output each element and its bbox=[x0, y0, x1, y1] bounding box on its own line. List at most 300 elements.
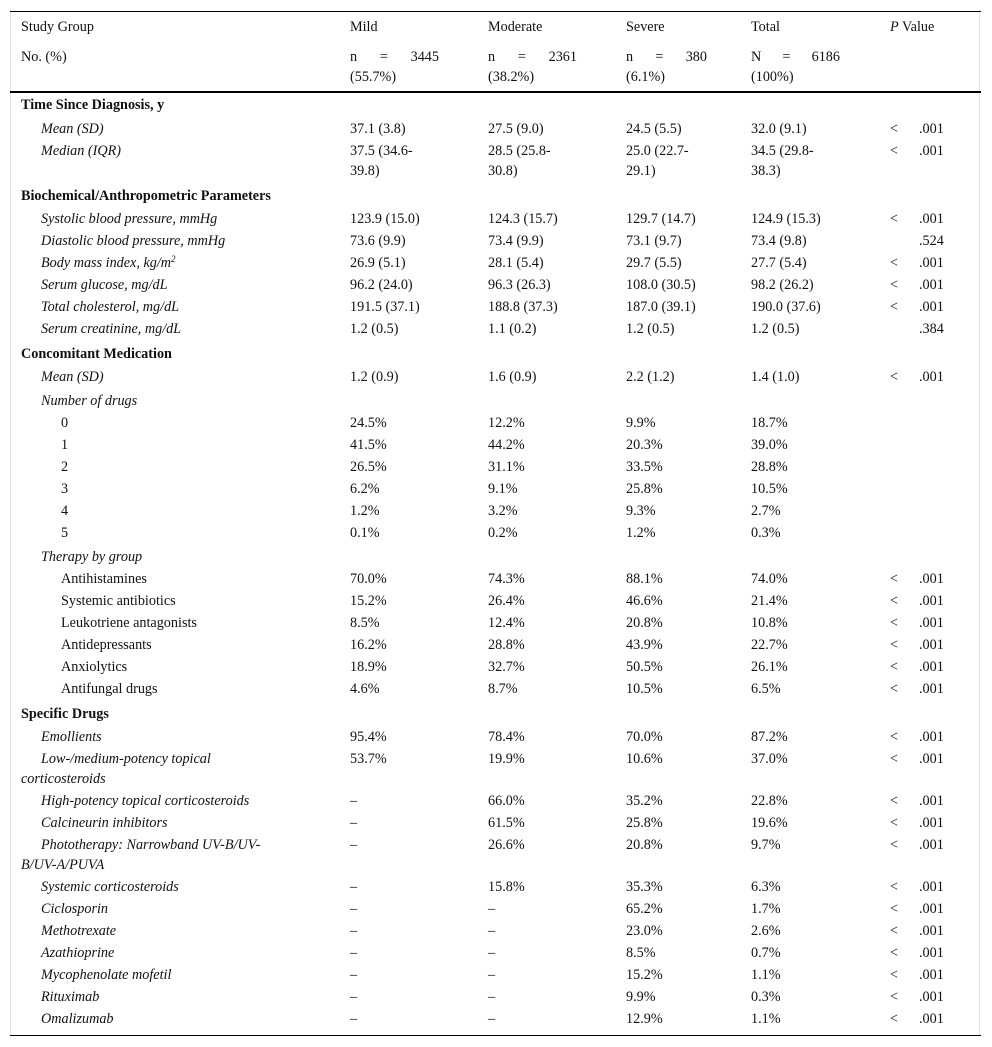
count-token: 2361 bbox=[548, 49, 577, 65]
mild-value: 6.2% bbox=[350, 481, 380, 497]
severe-value: 187.0 (39.1) bbox=[626, 299, 696, 315]
moderate-value: – bbox=[488, 967, 496, 983]
total-value: 37.0% bbox=[751, 751, 788, 767]
severe-value: 43.9% bbox=[626, 637, 663, 653]
p-value-cell bbox=[890, 635, 944, 655]
moderate-value bbox=[488, 141, 551, 181]
row-label: Serum creatinine, mg/dL bbox=[41, 321, 182, 337]
count-token: = bbox=[517, 49, 526, 65]
row-label: Diastolic blood pressure, mmHg bbox=[41, 233, 226, 249]
total-header: Total bbox=[751, 19, 780, 35]
moderate-value: 28.1 (5.4) bbox=[488, 255, 544, 271]
p-operator: < bbox=[890, 615, 899, 631]
mild-value: – bbox=[350, 793, 358, 809]
p-value: .001 bbox=[919, 793, 944, 809]
p-value-cell bbox=[890, 569, 944, 589]
p-value: .001 bbox=[919, 659, 944, 675]
severe-value bbox=[626, 141, 689, 181]
p-operator: < bbox=[890, 923, 899, 939]
row-label: Antifungal drugs bbox=[61, 681, 158, 697]
p-value-cell bbox=[890, 877, 944, 897]
table-top-rule bbox=[10, 11, 981, 12]
severe-value: 9.9% bbox=[626, 415, 656, 431]
p-value-cell bbox=[890, 943, 944, 963]
count-line bbox=[488, 47, 577, 67]
section-title: Specific Drugs bbox=[21, 706, 109, 722]
p-operator: < bbox=[890, 255, 899, 271]
severe-value: 70.0% bbox=[626, 729, 663, 745]
severe-value: 25.8% bbox=[626, 815, 663, 831]
row-label: Systemic corticosteroids bbox=[41, 879, 179, 895]
p-operator: < bbox=[890, 681, 899, 697]
severe-value: 88.1% bbox=[626, 571, 663, 587]
mild-value: 16.2% bbox=[350, 637, 387, 653]
moderate-header: Moderate bbox=[488, 19, 543, 35]
mild-value: 8.5% bbox=[350, 615, 380, 631]
total-value: 0.3% bbox=[751, 989, 781, 1005]
moderate-value: 0.2% bbox=[488, 525, 518, 541]
p-operator: < bbox=[890, 815, 899, 831]
p-value-cell bbox=[890, 657, 944, 677]
total-value: 1.1% bbox=[751, 1011, 781, 1027]
row-label: Systemic antibiotics bbox=[61, 593, 176, 609]
moderate-value: 3.2% bbox=[488, 503, 518, 519]
mild-value: 37.1 (3.8) bbox=[350, 121, 406, 137]
row-label: Total cholesterol, mg/dL bbox=[41, 299, 180, 315]
p-operator: < bbox=[890, 143, 899, 159]
total-value: 2.6% bbox=[751, 923, 781, 939]
mild-value: 96.2 (24.0) bbox=[350, 277, 413, 293]
p-operator: < bbox=[890, 1011, 899, 1027]
p-operator: < bbox=[890, 989, 899, 1005]
row-label: Mean (SD) bbox=[41, 121, 104, 137]
p-value-cell bbox=[890, 965, 944, 985]
row-label: Leukotriene antagonists bbox=[61, 615, 197, 631]
p-value-cell bbox=[890, 141, 944, 161]
moderate-value: 15.8% bbox=[488, 879, 525, 895]
moderate-value: – bbox=[488, 901, 496, 917]
p-value: .001 bbox=[919, 637, 944, 653]
p-value-cell bbox=[890, 727, 944, 747]
p-value-cell bbox=[890, 791, 944, 811]
total-value: 18.7% bbox=[751, 415, 788, 431]
p-operator: < bbox=[890, 945, 899, 961]
mild-value: 0.1% bbox=[350, 525, 380, 541]
p-operator: < bbox=[890, 299, 899, 315]
row-label: 4 bbox=[61, 503, 69, 519]
mild-value: 1.2 (0.5) bbox=[350, 321, 399, 337]
moderate-value: – bbox=[488, 923, 496, 939]
severe-value: 20.8% bbox=[626, 837, 663, 853]
mild-value: 95.4% bbox=[350, 729, 387, 745]
p-value-cell bbox=[890, 591, 944, 611]
p-value: .001 bbox=[919, 923, 944, 939]
p-value-cell bbox=[890, 835, 944, 855]
row-label: 1 bbox=[61, 437, 69, 453]
mild-value: – bbox=[350, 879, 358, 895]
p-value: .001 bbox=[919, 255, 944, 271]
mild-value: – bbox=[350, 815, 358, 831]
count-token: = bbox=[379, 49, 388, 65]
row-label: 2 bbox=[61, 459, 69, 475]
severe-value: 33.5% bbox=[626, 459, 663, 475]
mild-value: – bbox=[350, 945, 358, 961]
header-bottom-rule bbox=[10, 91, 981, 93]
value-line-2: 39.8) bbox=[350, 163, 380, 179]
severe-value: 35.3% bbox=[626, 879, 663, 895]
value-line-1: 28.5 (25.8- bbox=[488, 143, 551, 159]
severe-value: 129.7 (14.7) bbox=[626, 211, 696, 227]
moderate-value: 32.7% bbox=[488, 659, 525, 675]
count-line bbox=[751, 47, 840, 67]
p-value: .001 bbox=[919, 751, 944, 767]
row-label: 0 bbox=[61, 415, 69, 431]
row-label: 5 bbox=[61, 525, 69, 541]
total-value: 39.0% bbox=[751, 437, 788, 453]
severe-value: 46.6% bbox=[626, 593, 663, 609]
count-percent: (100%) bbox=[751, 69, 794, 85]
mild-value: 123.9 (15.0) bbox=[350, 211, 420, 227]
superscript: 2 bbox=[171, 254, 176, 264]
p-value: .001 bbox=[919, 121, 944, 137]
study-group-header: Study Group bbox=[21, 19, 94, 35]
mild-value: 26.9 (5.1) bbox=[350, 255, 406, 271]
moderate-value: 1.6 (0.9) bbox=[488, 369, 537, 385]
mild-value: – bbox=[350, 1011, 358, 1027]
total-value: 22.8% bbox=[751, 793, 788, 809]
row-label: Anxiolytics bbox=[61, 659, 128, 675]
total-value: 6.5% bbox=[751, 681, 781, 697]
p-value-cell bbox=[890, 231, 944, 251]
severe-value: 23.0% bbox=[626, 923, 663, 939]
p-operator: < bbox=[890, 637, 899, 653]
total-value: 22.7% bbox=[751, 637, 788, 653]
count-token: 380 bbox=[685, 49, 707, 65]
p-operator: < bbox=[890, 211, 899, 227]
moderate-value: – bbox=[488, 945, 496, 961]
mild-value: 26.5% bbox=[350, 459, 387, 475]
severe-value: 50.5% bbox=[626, 659, 663, 675]
mild-value: 15.2% bbox=[350, 593, 387, 609]
total-value bbox=[751, 141, 814, 181]
p-value: .001 bbox=[919, 815, 944, 831]
total-value: 1.1% bbox=[751, 967, 781, 983]
row-label: Methotrexate bbox=[41, 923, 117, 939]
total-value: 10.5% bbox=[751, 481, 788, 497]
value-line-1: 25.0 (22.7- bbox=[626, 143, 689, 159]
p-value: .001 bbox=[919, 901, 944, 917]
p-operator: < bbox=[890, 121, 899, 137]
count-token: = bbox=[655, 49, 664, 65]
row-label-line-2: B/UV-A/PUVA bbox=[21, 857, 105, 873]
row-label: High-potency topical corticosteroids bbox=[41, 793, 250, 809]
p-value: .001 bbox=[919, 945, 944, 961]
p-operator: < bbox=[890, 751, 899, 767]
p-value: .001 bbox=[919, 369, 944, 385]
row-label: Antihistamines bbox=[61, 571, 147, 587]
p-value-cell bbox=[890, 253, 944, 273]
row-label-line-1: Low-/medium-potency topical bbox=[41, 751, 211, 767]
subsection-title: Therapy by group bbox=[41, 549, 143, 565]
mild-value: 1.2 (0.9) bbox=[350, 369, 399, 385]
p-value-cell bbox=[890, 613, 944, 633]
severe-value: 2.2 (1.2) bbox=[626, 369, 675, 385]
total-value: 2.7% bbox=[751, 503, 781, 519]
value-line-2: 30.8) bbox=[488, 163, 518, 179]
row-label: Median (IQR) bbox=[41, 143, 121, 159]
mild-value: 73.6 (9.9) bbox=[350, 233, 406, 249]
severe-value: 25.8% bbox=[626, 481, 663, 497]
total-value: 87.2% bbox=[751, 729, 788, 745]
row-label: Ciclosporin bbox=[41, 901, 109, 917]
total-value: 0.3% bbox=[751, 525, 781, 541]
p-value: .001 bbox=[919, 593, 944, 609]
p-value: .001 bbox=[919, 211, 944, 227]
section-title: Biochemical/Anthropometric Parameters bbox=[21, 188, 271, 204]
row-label: Omalizumab bbox=[41, 1011, 114, 1027]
moderate-value: 8.7% bbox=[488, 681, 518, 697]
total-value: 32.0 (9.1) bbox=[751, 121, 807, 137]
p-value-cell bbox=[890, 749, 944, 769]
p-operator: < bbox=[890, 729, 899, 745]
p-value-cell bbox=[890, 813, 944, 833]
moderate-value: 1.1 (0.2) bbox=[488, 321, 537, 337]
row-label bbox=[21, 835, 260, 875]
severe-value: 8.5% bbox=[626, 945, 656, 961]
severe-n-cell bbox=[626, 47, 707, 87]
mild-value: – bbox=[350, 901, 358, 917]
row-label bbox=[21, 749, 211, 789]
count-percent: (6.1%) bbox=[626, 69, 666, 85]
severe-value: 35.2% bbox=[626, 793, 663, 809]
p-value: .001 bbox=[919, 1011, 944, 1027]
p-operator: < bbox=[890, 879, 899, 895]
p-value: .001 bbox=[919, 989, 944, 1005]
p-value: .001 bbox=[919, 277, 944, 293]
row-label: Emollients bbox=[41, 729, 102, 745]
count-label: No. (%) bbox=[21, 49, 67, 65]
mild-value: 4.6% bbox=[350, 681, 380, 697]
severe-value: 12.9% bbox=[626, 1011, 663, 1027]
mild-value: – bbox=[350, 967, 358, 983]
total-value: 26.1% bbox=[751, 659, 788, 675]
moderate-value: 78.4% bbox=[488, 729, 525, 745]
total-value: 98.2 (26.2) bbox=[751, 277, 814, 293]
severe-value: 29.7 (5.5) bbox=[626, 255, 682, 271]
moderate-value: – bbox=[488, 989, 496, 1005]
count-token: 6186 bbox=[811, 49, 840, 65]
row-label-line-1: Phototherapy: Narrowband UV-B/UV- bbox=[41, 837, 261, 853]
total-value: 1.7% bbox=[751, 901, 781, 917]
count-percent: (38.2%) bbox=[488, 69, 535, 85]
mild-value: 1.2% bbox=[350, 503, 380, 519]
mild-value bbox=[350, 141, 413, 181]
value-line-1: 34.5 (29.8- bbox=[751, 143, 814, 159]
row-label bbox=[41, 253, 176, 273]
value-line-2: 38.3) bbox=[751, 163, 781, 179]
mild-value: – bbox=[350, 923, 358, 939]
section-title: Time Since Diagnosis, y bbox=[21, 97, 165, 113]
p-value-cell bbox=[890, 367, 944, 387]
p-operator: < bbox=[890, 967, 899, 983]
row-label: Rituximab bbox=[41, 989, 100, 1005]
p-value-cell bbox=[890, 275, 944, 295]
mild-value: 191.5 (37.1) bbox=[350, 299, 420, 315]
moderate-value: 73.4 (9.9) bbox=[488, 233, 544, 249]
total-value: 1.2 (0.5) bbox=[751, 321, 800, 337]
mild-value: 53.7% bbox=[350, 751, 387, 767]
severe-value: 10.5% bbox=[626, 681, 663, 697]
total-n-cell bbox=[751, 47, 840, 87]
total-value: 6.3% bbox=[751, 879, 781, 895]
moderate-value: 12.2% bbox=[488, 415, 525, 431]
moderate-value: 124.3 (15.7) bbox=[488, 211, 558, 227]
subsection-title: Number of drugs bbox=[41, 393, 138, 409]
moderate-value: 27.5 (9.0) bbox=[488, 121, 544, 137]
mild-header: Mild bbox=[350, 19, 378, 35]
value-line-2: 29.1) bbox=[626, 163, 656, 179]
count-token: n bbox=[488, 49, 496, 65]
count-percent: (55.7%) bbox=[350, 69, 397, 85]
row-label-text: Body mass index, kg/m bbox=[41, 255, 172, 271]
moderate-value: 12.4% bbox=[488, 615, 525, 631]
value-line-1: 37.5 (34.6- bbox=[350, 143, 413, 159]
p-operator: < bbox=[890, 369, 899, 385]
p-value-cell bbox=[890, 209, 944, 229]
mild-value: – bbox=[350, 989, 358, 1005]
total-value: 73.4 (9.8) bbox=[751, 233, 807, 249]
p-operator: < bbox=[890, 837, 899, 853]
severe-value: 1.2% bbox=[626, 525, 656, 541]
p-value: .384 bbox=[919, 321, 944, 337]
severe-value: 20.3% bbox=[626, 437, 663, 453]
moderate-value: 26.4% bbox=[488, 593, 525, 609]
mild-value: 18.9% bbox=[350, 659, 387, 675]
total-value: 74.0% bbox=[751, 571, 788, 587]
p-operator: < bbox=[890, 571, 899, 587]
total-value: 190.0 (37.6) bbox=[751, 299, 821, 315]
mild-value: – bbox=[350, 837, 358, 853]
total-value: 19.6% bbox=[751, 815, 788, 831]
row-label-line-2: corticosteroids bbox=[21, 771, 106, 787]
p-value-cell bbox=[890, 899, 944, 919]
p-value: .001 bbox=[919, 879, 944, 895]
severe-value: 73.1 (9.7) bbox=[626, 233, 682, 249]
p-operator: < bbox=[890, 593, 899, 609]
row-label: 3 bbox=[61, 481, 69, 497]
moderate-value: 188.8 (37.3) bbox=[488, 299, 558, 315]
p-value-cell bbox=[890, 679, 944, 699]
count-line bbox=[626, 47, 707, 67]
count-token: n bbox=[626, 49, 634, 65]
mild-n-cell bbox=[350, 47, 439, 87]
moderate-value: 74.3% bbox=[488, 571, 525, 587]
row-label: Antidepressants bbox=[61, 637, 152, 653]
moderate-value: 26.6% bbox=[488, 837, 525, 853]
mild-value: 24.5% bbox=[350, 415, 387, 431]
count-token: = bbox=[782, 49, 791, 65]
total-value: 124.9 (15.3) bbox=[751, 211, 821, 227]
severe-header: Severe bbox=[626, 19, 665, 35]
count-token: N bbox=[751, 49, 762, 65]
total-value: 27.7 (5.4) bbox=[751, 255, 807, 271]
p-value: .001 bbox=[919, 681, 944, 697]
total-value: 10.8% bbox=[751, 615, 788, 631]
mild-value: 41.5% bbox=[350, 437, 387, 453]
p-value: .001 bbox=[919, 967, 944, 983]
moderate-n-cell bbox=[488, 47, 577, 87]
severe-value: 15.2% bbox=[626, 967, 663, 983]
row-label: Azathioprine bbox=[41, 945, 115, 961]
p-value-header bbox=[890, 17, 934, 37]
severe-value: 108.0 (30.5) bbox=[626, 277, 696, 293]
value-word: Value bbox=[901, 19, 935, 35]
p-operator: < bbox=[890, 901, 899, 917]
row-label: Systolic blood pressure, mmHg bbox=[41, 211, 218, 227]
total-value: 28.8% bbox=[751, 459, 788, 475]
p-value-cell bbox=[890, 987, 944, 1007]
severe-value: 10.6% bbox=[626, 751, 663, 767]
p-value: .524 bbox=[919, 233, 944, 249]
table-bottom-rule bbox=[10, 1035, 981, 1036]
severe-value: 9.3% bbox=[626, 503, 656, 519]
total-value: 1.4 (1.0) bbox=[751, 369, 800, 385]
p-operator: < bbox=[890, 659, 899, 675]
severe-value: 1.2 (0.5) bbox=[626, 321, 675, 337]
severe-value: 65.2% bbox=[626, 901, 663, 917]
severe-value: 20.8% bbox=[626, 615, 663, 631]
p-value-cell bbox=[890, 1009, 944, 1029]
p-operator: < bbox=[890, 277, 899, 293]
count-line bbox=[350, 47, 439, 67]
p-value-cell bbox=[890, 921, 944, 941]
p-value: .001 bbox=[919, 299, 944, 315]
p-value: .001 bbox=[919, 615, 944, 631]
moderate-value: 61.5% bbox=[488, 815, 525, 831]
p-letter: P bbox=[890, 19, 899, 35]
p-value-cell bbox=[890, 119, 944, 139]
moderate-value: 28.8% bbox=[488, 637, 525, 653]
mild-value: 70.0% bbox=[350, 571, 387, 587]
moderate-value: 31.1% bbox=[488, 459, 525, 475]
count-token: 3445 bbox=[410, 49, 439, 65]
moderate-value: 66.0% bbox=[488, 793, 525, 809]
count-token: n bbox=[350, 49, 358, 65]
section-title: Concomitant Medication bbox=[21, 346, 172, 362]
p-value: .001 bbox=[919, 143, 944, 159]
row-label: Serum glucose, mg/dL bbox=[41, 277, 168, 293]
total-value: 21.4% bbox=[751, 593, 788, 609]
p-operator: < bbox=[890, 793, 899, 809]
p-value-cell bbox=[890, 297, 944, 317]
total-value: 9.7% bbox=[751, 837, 781, 853]
p-value: .001 bbox=[919, 571, 944, 587]
moderate-value: – bbox=[488, 1011, 496, 1027]
moderate-value: 44.2% bbox=[488, 437, 525, 453]
severe-value: 9.9% bbox=[626, 989, 656, 1005]
total-value: 0.7% bbox=[751, 945, 781, 961]
moderate-value: 9.1% bbox=[488, 481, 518, 497]
p-value-cell bbox=[890, 319, 944, 339]
row-label: Mean (SD) bbox=[41, 369, 104, 385]
row-label: Calcineurin inhibitors bbox=[41, 815, 168, 831]
p-value: .001 bbox=[919, 837, 944, 853]
row-label: Mycophenolate mofetil bbox=[41, 967, 172, 983]
severe-value: 24.5 (5.5) bbox=[626, 121, 682, 137]
moderate-value: 96.3 (26.3) bbox=[488, 277, 551, 293]
p-value: .001 bbox=[919, 729, 944, 745]
moderate-value: 19.9% bbox=[488, 751, 525, 767]
